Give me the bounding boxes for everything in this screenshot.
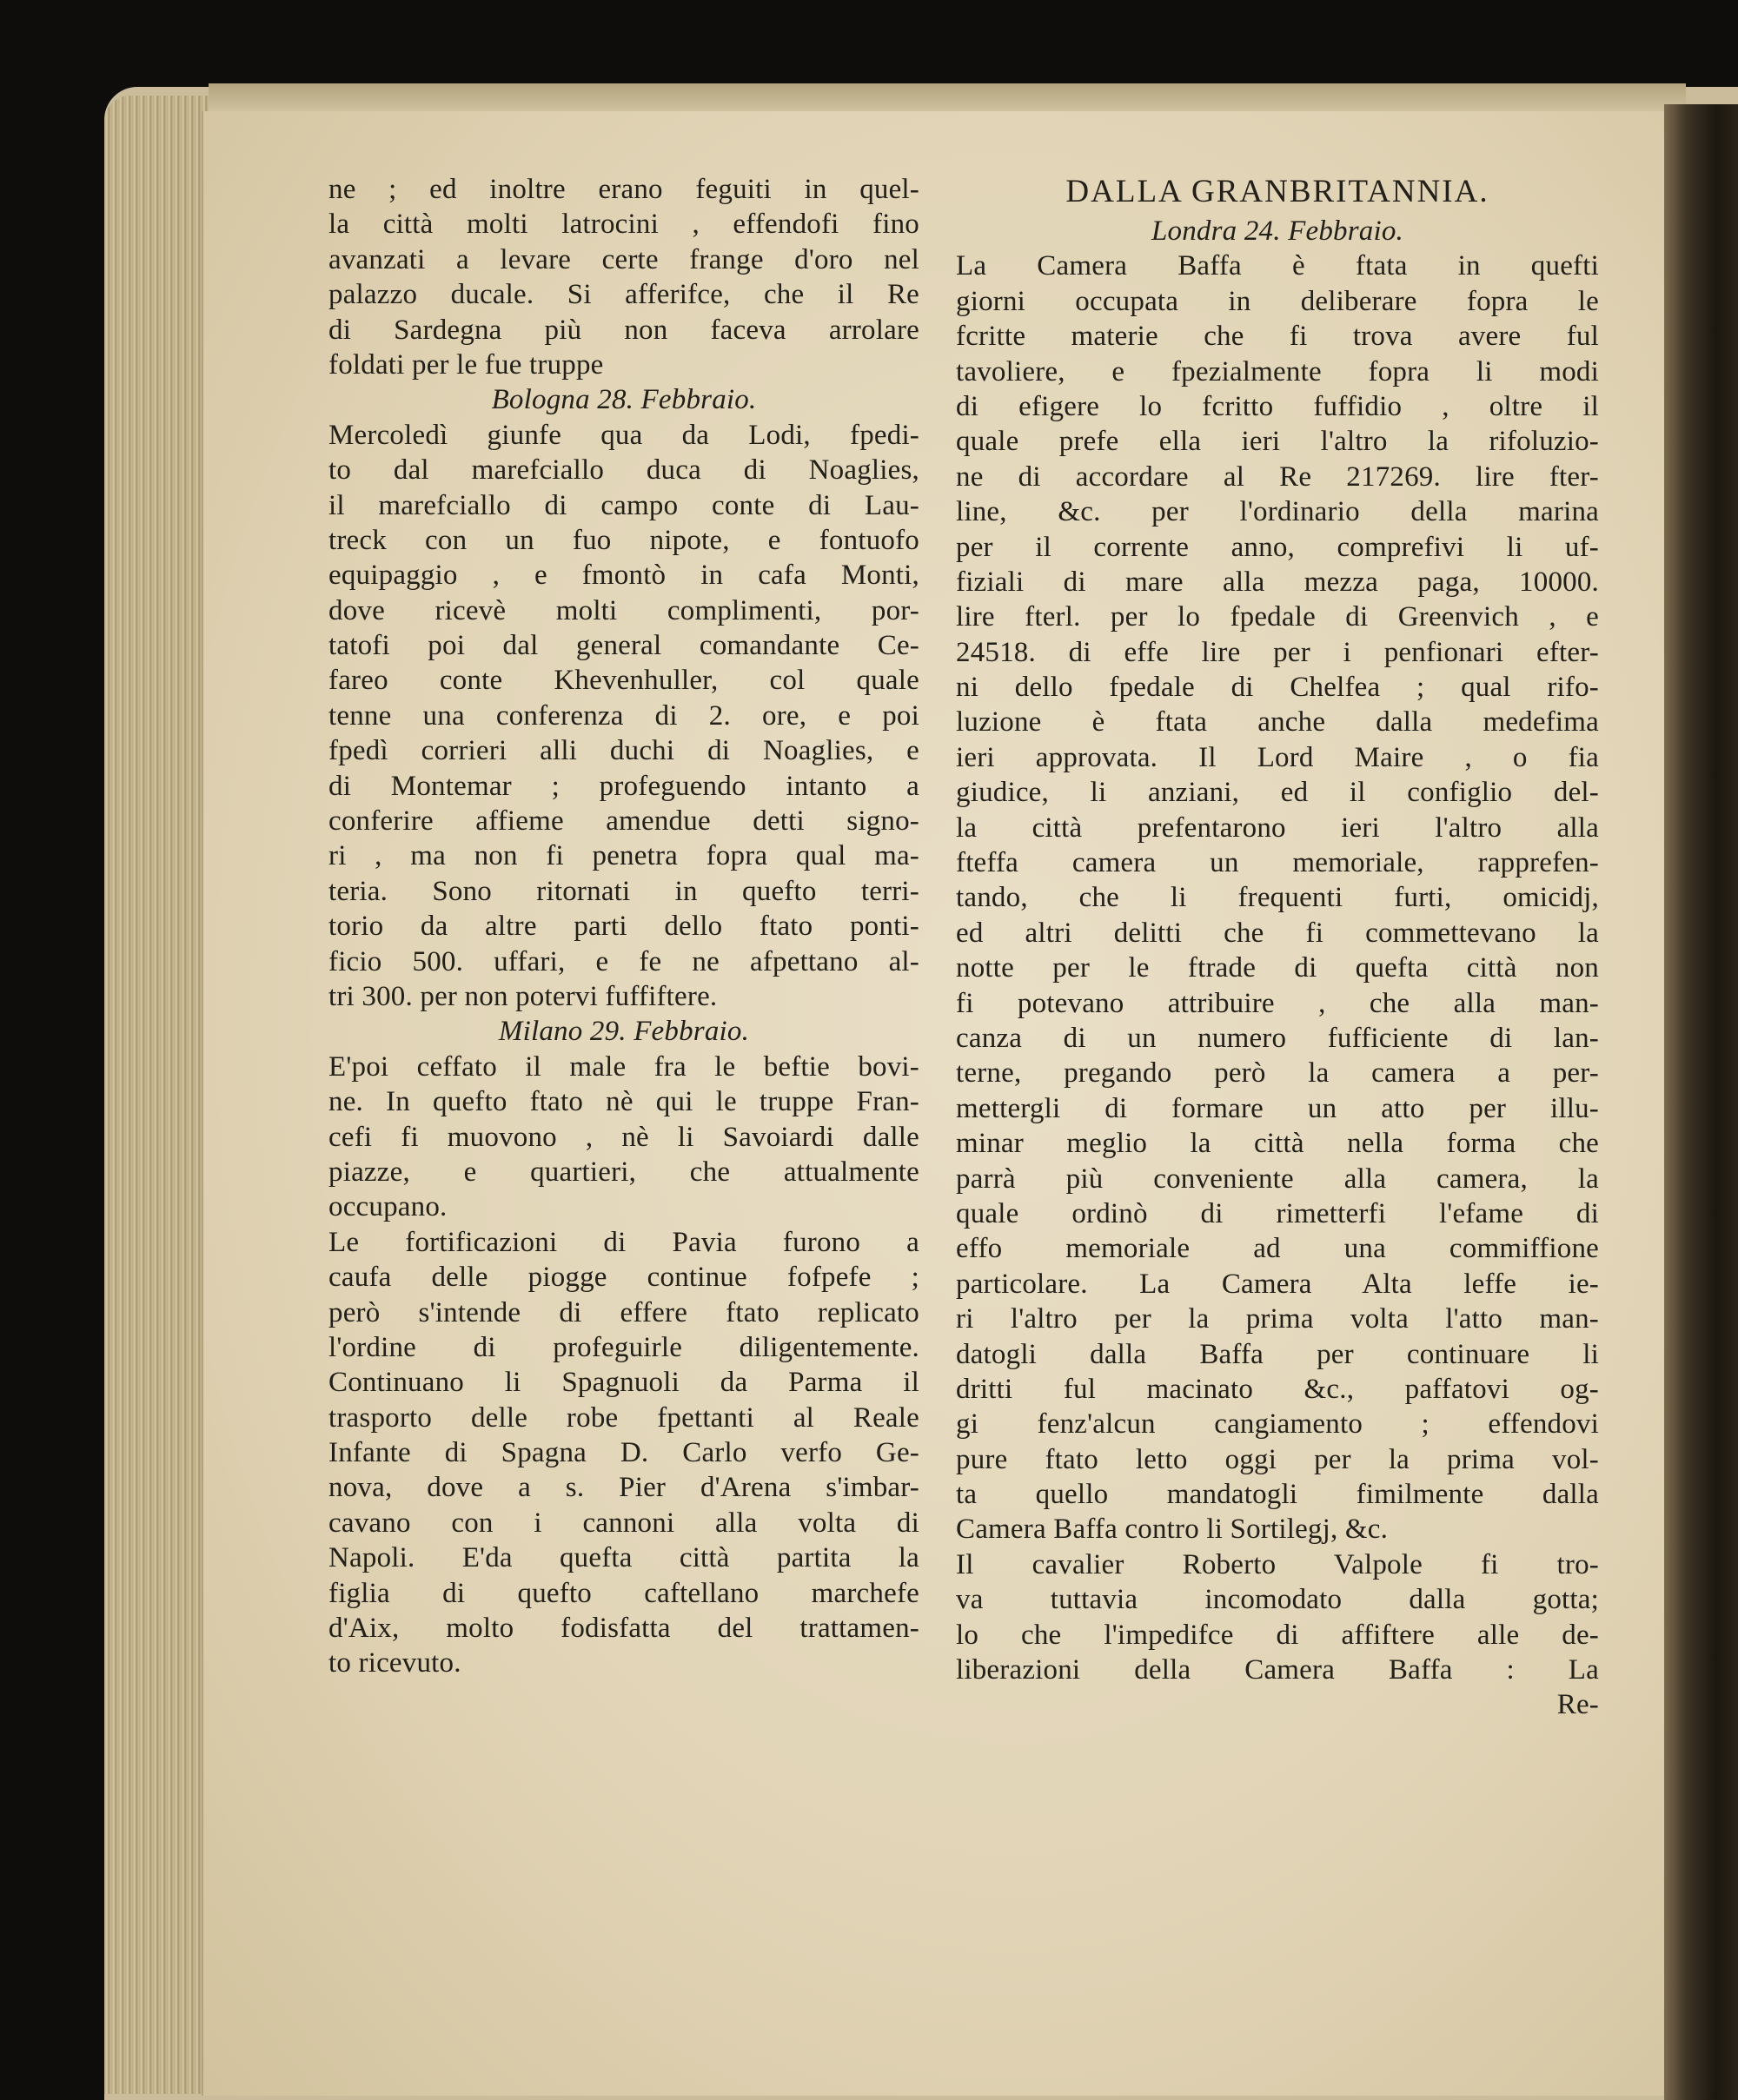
right-text-line: line, &c. per l'ordinario della marina [956, 496, 1599, 528]
left-text-line: cavano con i cannoni alla volta di [328, 1507, 919, 1539]
right-text-line: giudice, li anziani, ed il configlio del- [956, 777, 1599, 809]
left-text-line: d'Aix, molto fodisfatta del trattamen- [328, 1613, 919, 1645]
left-text-line: E'poi ceffato il male fra le beftie bovi- [328, 1050, 919, 1083]
right-text-line: notte per le ftrade di quefta città non [956, 952, 1599, 984]
left-text-line: l'ordine di profeguirle diligentemente. [328, 1331, 919, 1363]
right-text-line: dritti ful macinato &c., paffatovi og- [956, 1373, 1599, 1405]
left-text-line: torio da altre parti dello ftato ponti- [328, 911, 919, 943]
left-dateline: Milano 29. Febbraio. [498, 1016, 750, 1048]
right-text-line: giorni occupata in deliberare fopra le [956, 285, 1599, 317]
right-text-line: Camera Baffa contro li Sortilegj, &c. [956, 1514, 1389, 1546]
right-text-line: minar meglio la città nella forma che [956, 1128, 1599, 1160]
right-text-line: ed altri delitti che fi commettevano la [956, 917, 1599, 949]
left-text-line: equipaggio , e fmontò in cafa Monti, [328, 560, 919, 592]
right-text-line: parrà più conveniente alla camera, la [956, 1163, 1599, 1195]
right-text-line: va tuttavia incomodato dalla gotta; [956, 1584, 1599, 1616]
right-text-line: luzione è ftata anche dalla medefima [956, 706, 1599, 739]
right-text-line: ieri approvata. Il Lord Maire , o fia [956, 741, 1599, 773]
right-text-line: terne, pregando però la camera a per- [956, 1057, 1599, 1090]
right-text-line: pure ftato letto oggi per la prima vol- [956, 1443, 1599, 1475]
right-text-line: La Camera Baffa è ftata in quefti [956, 250, 1599, 282]
right-text-line: lo che l'impedifce di affiftere alle de- [956, 1619, 1599, 1651]
left-text-line: caufa delle piogge continue fofpefe ; [328, 1262, 919, 1294]
left-text-line: palazzo ducale. Si afferifce, che il Re [328, 279, 919, 311]
left-text-line: figlia di quefto caftellano marchefe [328, 1577, 919, 1609]
right-text-line: lire fterl. per lo fpedale di Greenvich , e [956, 601, 1599, 633]
right-text-line: fi potevano attribuire , che alla man- [956, 987, 1599, 1019]
left-text-line: dove ricevè molti complimenti, por- [328, 594, 919, 626]
right-text-line: effo memoriale ad una commiffione [956, 1233, 1599, 1265]
left-text-line: nova, dove a s. Pier d'Arena s'imbar- [328, 1472, 919, 1504]
page-top-edge [209, 83, 1686, 113]
right-text-line: ne di accordare al Re 217269. lire fter- [956, 460, 1599, 493]
left-text-column [328, 172, 919, 1681]
right-text-line: di efigere lo fcritto fuffidio , oltre il [956, 390, 1599, 422]
left-text-line: teria. Sono ritornati in quefto terri- [328, 875, 919, 907]
left-text-line: tri 300. per non potervi fuffiftere. [328, 980, 718, 1012]
right-dateline: Londra 24. Febbraio. [1151, 215, 1403, 247]
page-edges [104, 96, 209, 2094]
section-heading: DALLA GRANBRITANNIA. [1065, 174, 1489, 209]
left-text-line: Infante di Spagna D. Carlo verfo Ge- [328, 1437, 919, 1469]
right-text-line: fiziali di mare alla mezza paga, 10000. [956, 566, 1599, 598]
left-text-line: la città molti latrocini , effendofi fino [328, 209, 919, 241]
right-text-line: ni dello fpedale di Chelfea ; qual rifo- [956, 672, 1599, 704]
right-text-line: quale prefe ella ieri l'altro la rifoluzio- [956, 426, 1599, 458]
left-text-line: il marefciallo di campo conte di Lau- [328, 489, 919, 521]
left-text-line: foldati per le fue truppe [328, 348, 604, 381]
left-text-line: ficio 500. uffari, e fe ne afpettano al- [328, 945, 919, 977]
left-text-line: però s'intende di effere ftato replicato [328, 1296, 919, 1328]
right-text-line: Re- [1556, 1689, 1599, 1721]
right-text-line: datogli dalla Baffa per continuare li [956, 1338, 1599, 1370]
left-text-line: to ricevuto. [328, 1647, 461, 1679]
right-text-line: tando, che li frequenti furti, omicidj, [956, 882, 1599, 914]
right-text-line: fteffa camera un memoriale, rapprefen- [956, 847, 1599, 879]
right-text-line: liberazioni della Camera Baffa : La [956, 1654, 1599, 1686]
right-text-line: per il corrente anno, comprefivi li uf- [956, 531, 1599, 563]
right-text-line: mettergli di formare un atto per illu- [956, 1092, 1599, 1124]
left-text-line: to dal marefciallo duca di Noaglies, [328, 454, 919, 487]
left-text-line: tatofi poi dal general comandante Ce- [328, 630, 919, 662]
left-text-line: ri , ma non fi penetra fopra qual ma- [328, 840, 919, 872]
left-text-line: ne ; ed inoltre erano feguiti in quel- [328, 174, 919, 205]
left-text-line: di Sardegna più non faceva arrolare [328, 314, 919, 346]
left-text-line: Napoli. E'da quefta città partita la [328, 1542, 919, 1574]
left-text-line: trasporto delle robe fpettanti al Reale [328, 1401, 919, 1434]
right-text-column [956, 172, 1599, 1723]
right-text-line: particolare. La Camera Alta leffe ie- [956, 1268, 1599, 1300]
right-text-line: fcritte materie che fi trova avere ful [956, 321, 1599, 353]
left-text-line: Le fortificazioni di Pavia furono a [328, 1226, 919, 1258]
left-text-line: cefi fi muovono , nè li Savoiardi dalle [328, 1121, 919, 1153]
left-text-line: fpedì corrieri alli duchi di Noaglies, e [328, 735, 919, 767]
right-text-line: quale ordinò di rimetterfi l'efame di [956, 1197, 1599, 1229]
left-text-line: conferire affieme amendue detti signo- [328, 805, 919, 838]
book-gutter [1664, 104, 1738, 2100]
left-text-line: treck con un fuo nipote, e fontuofo [328, 524, 919, 556]
left-text-line: piazze, e quartieri, che attualmente [328, 1156, 919, 1188]
left-text-line: tenne una conferenza di 2. ore, e poi [328, 699, 919, 732]
left-text-line: Continuano li Spagnuoli da Parma il [328, 1367, 919, 1399]
right-text-line: ri l'altro per la prima volta l'atto man- [956, 1303, 1599, 1335]
right-text-line: tavoliere, e fpezialmente fopra li modi [956, 355, 1599, 388]
left-text-line: occupano. [328, 1191, 448, 1223]
right-text-line: gi fenz'alcun cangiamento ; effendovi [956, 1408, 1599, 1441]
right-text-line: 24518. di effe lire per i penfionari efter- [956, 636, 1599, 668]
right-text-line: canza di un numero fufficiente di lan- [956, 1022, 1599, 1054]
left-text-line: fareo conte Khevenhuller, col quale [328, 665, 919, 697]
right-text-line: la città prefentarono ieri l'altro alla [956, 812, 1599, 844]
left-text-line: ne. In quefto ftato nè qui le truppe Fran- [328, 1086, 919, 1118]
left-text-line: Mercoledì giunfe qua da Lodi, fpedi- [328, 419, 919, 451]
right-text-line: Il cavalier Roberto Valpole fi tro- [956, 1548, 1599, 1580]
left-text-line: di Montemar ; profeguendo intanto a [328, 770, 919, 802]
left-dateline: Bologna 28. Febbraio. [491, 384, 757, 416]
right-text-line: ta quello mandatogli fimilmente dalla [956, 1479, 1599, 1511]
left-text-line: avanzati a levare certe frange d'oro nel [328, 243, 919, 275]
